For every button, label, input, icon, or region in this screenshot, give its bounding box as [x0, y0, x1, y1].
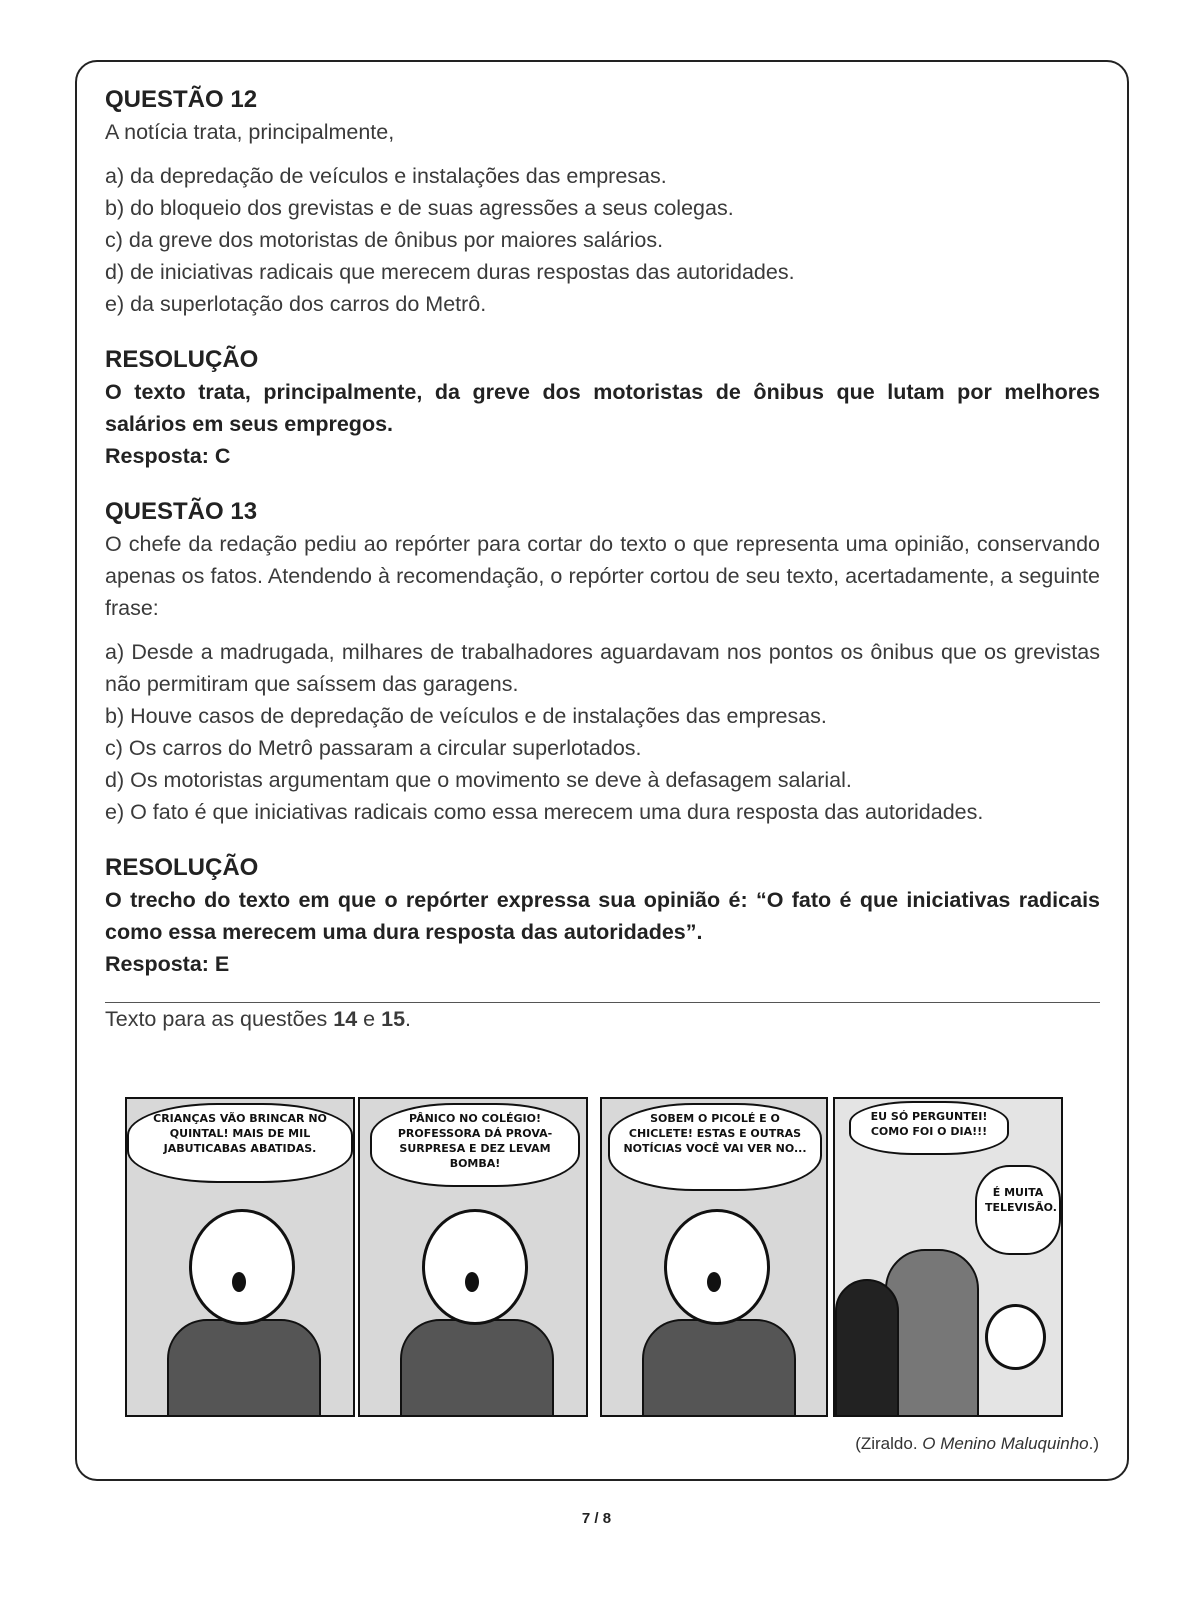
speech-bubble: SOBEM O PICOLÉ E O CHICLETE! ESTAS E OUTRAS NOTÍCIAS VOCÊ VAI VER NO...	[608, 1103, 822, 1191]
credit-title: O Menino Maluquinho	[922, 1434, 1089, 1453]
question-12-title: QUESTÃO 12	[105, 86, 258, 113]
resolution-12-text: O texto trata, principalmente, da greve dos motoristas de ônibus que lutam por melhores salários em seus empregos.	[105, 380, 1100, 436]
question-number: 14	[333, 1007, 358, 1031]
option-c: c) da greve dos motoristas de ônibus por maiores salários.	[105, 228, 664, 252]
answer-13: Resposta: E	[105, 952, 230, 976]
text-reference-suffix: .	[405, 1007, 412, 1031]
page-number: 7 / 8	[581, 1510, 612, 1527]
question-12-stem: A notícia trata, principalmente,	[105, 120, 395, 144]
speech-bubble: PÂNICO NO COLÉGIO! PROFESSORA DÁ PROVA-SURPRESA E DEZ LEVAM BOMBA!	[370, 1103, 580, 1187]
mother-figure	[885, 1249, 979, 1417]
resolution-12-title: RESOLUÇÃO	[105, 346, 259, 373]
character-head	[189, 1209, 295, 1325]
text-reference-prefix: Texto para as questões	[105, 1007, 334, 1031]
character-body	[400, 1319, 554, 1417]
question-13-options	[105, 636, 1100, 828]
question-number: 15	[381, 1007, 406, 1031]
comic-panel-4	[833, 1097, 1063, 1417]
speech-bubble: CRIANÇAS VÃO BRINCAR NO QUINTAL! MAIS DE MIL JABUTICABAS ABATIDAS.	[127, 1103, 353, 1183]
source-credit	[855, 1434, 1099, 1454]
option-b: b) do bloqueio dos grevistas e de suas agressões a seus colegas.	[105, 196, 734, 220]
question-13-title: QUESTÃO 13	[105, 498, 258, 525]
text-reference-and: e	[357, 1007, 382, 1031]
comic-strip	[125, 1097, 1063, 1417]
credit-suffix: .)	[1088, 1434, 1099, 1453]
credit-author: (Ziraldo.	[855, 1434, 923, 1453]
option-e: e) da superlotação dos carros do Metrô.	[105, 292, 487, 316]
speech-bubble: É MUITA TELEVISÃO.	[975, 1165, 1061, 1255]
comic-panel-1	[125, 1097, 355, 1417]
answer-12: Resposta: C	[105, 444, 231, 468]
option-c: c) Os carros do Metrô passaram a circular superlotados.	[105, 736, 642, 760]
option-a: a) da depredação de veículos e instalações das empresas.	[105, 164, 667, 188]
comic-panel-2	[358, 1097, 588, 1417]
option-a: a) Desde a madrugada, milhares de trabalhadores aguardavam nos pontos os ônibus que os grevistas não permitiram que saíssem das garagens.	[105, 640, 1100, 696]
question-12-options	[105, 160, 1100, 320]
character-head	[422, 1209, 528, 1325]
option-d: d) de iniciativas radicais que merecem duras respostas das autoridades.	[105, 260, 795, 284]
question-13-stem: O chefe da redação pediu ao repórter para cortar do texto o que representa uma opinião, conservando apenas os fatos. Atendendo à recomendação, o repórter cortou de seu texto, acertadamente, a seguinte frase:	[105, 532, 1100, 620]
speech-bubble: EU SÓ PERGUNTEI! COMO FOI O DIA!!!	[849, 1101, 1009, 1155]
text-reference	[105, 1003, 1100, 1035]
option-e: e) O fato é que iniciativas radicais como essa merecem uma dura resposta das autoridades.	[105, 800, 984, 824]
comic-panel-3	[600, 1097, 828, 1417]
character-head	[664, 1209, 770, 1325]
option-d: d) Os motoristas argumentam que o movimento se deve à defasagem salarial.	[105, 768, 852, 792]
option-b: b) Houve casos de depredação de veículos e de instalações das empresas.	[105, 704, 827, 728]
character-body	[642, 1319, 796, 1417]
character-body	[167, 1319, 321, 1417]
resolution-13-title: RESOLUÇÃO	[105, 854, 259, 881]
content	[105, 84, 1100, 1035]
child-head	[985, 1304, 1046, 1370]
father-figure	[835, 1279, 899, 1417]
resolution-13-text: O trecho do texto em que o repórter expressa sua opinião é: “O fato é que iniciativas radicais como essa merecem uma dura resposta das autoridades”.	[105, 888, 1100, 944]
